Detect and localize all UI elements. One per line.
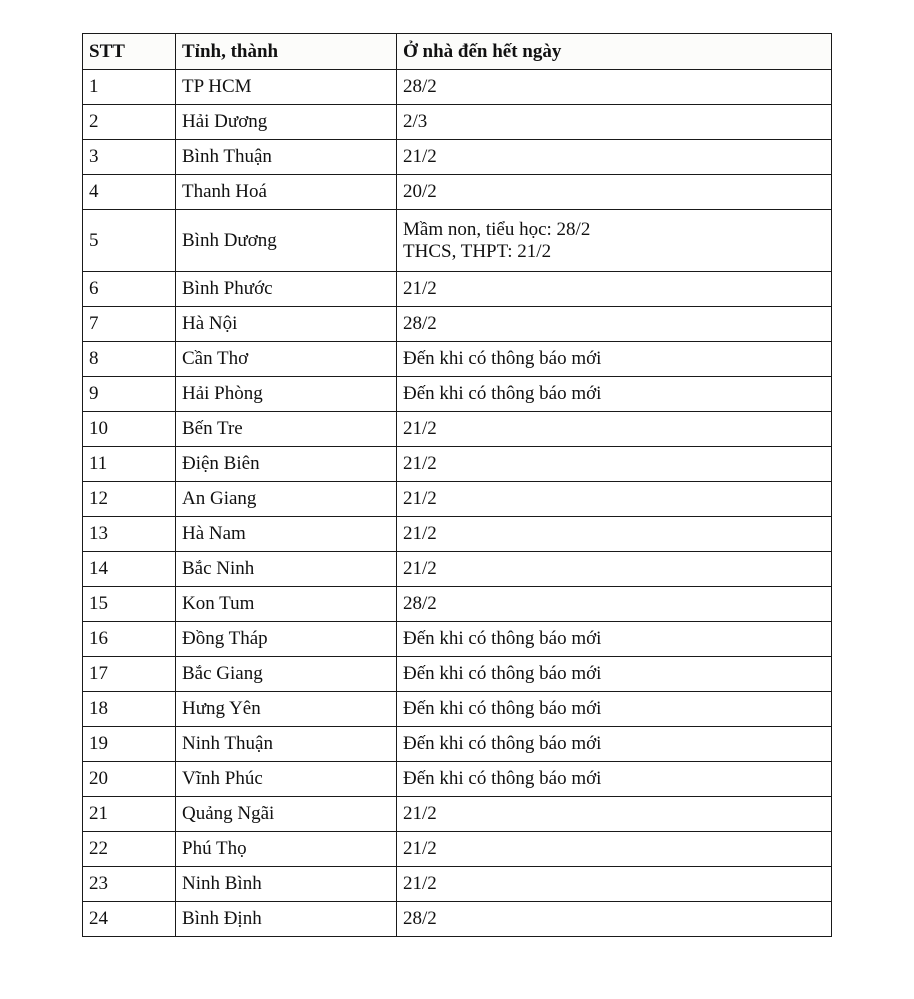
cell-stt: 18 [83, 692, 176, 727]
cell-stt: 20 [83, 762, 176, 797]
cell-province: Hưng Yên [176, 692, 397, 727]
table-row [83, 867, 832, 902]
table-row [83, 447, 832, 482]
table-row [83, 517, 832, 552]
table-row [83, 762, 832, 797]
table-row [83, 622, 832, 657]
header-stt: STT [83, 34, 176, 70]
cell-until [397, 482, 832, 517]
cell-until [397, 797, 832, 832]
cell-until [397, 70, 832, 105]
cell-province: Bình Phước [176, 272, 397, 307]
cell-province: Bắc Ninh [176, 552, 397, 587]
cell-province: Ninh Thuận [176, 727, 397, 762]
table-row [83, 412, 832, 447]
cell-stt: 7 [83, 307, 176, 342]
cell-until [397, 517, 832, 552]
cell-until-line: Đến khi có thông báo mới [403, 383, 602, 404]
cell-until [397, 832, 832, 867]
cell-until-line: 21/2 [403, 146, 437, 167]
table-header-row [83, 34, 832, 70]
cell-stt: 13 [83, 517, 176, 552]
cell-until-line: 21/2 [403, 488, 437, 509]
cell-until [397, 272, 832, 307]
table-row [83, 692, 832, 727]
cell-province: Hải Dương [176, 105, 397, 140]
cell-stt: 2 [83, 105, 176, 140]
cell-province: Bến Tre [176, 412, 397, 447]
table-row [83, 210, 832, 272]
cell-until-line: Đến khi có thông báo mới [403, 348, 602, 369]
cell-stt: 10 [83, 412, 176, 447]
cell-stt: 4 [83, 175, 176, 210]
cell-until-line: 21/2 [403, 873, 437, 894]
table-row [83, 342, 832, 377]
cell-stt: 14 [83, 552, 176, 587]
cell-until [397, 622, 832, 657]
cell-until-line: 21/2 [403, 418, 437, 439]
cell-until [397, 902, 832, 937]
cell-province: An Giang [176, 482, 397, 517]
cell-until-line: 28/2 [403, 313, 437, 334]
school-closure-table [82, 33, 832, 937]
cell-province: Điện Biên [176, 447, 397, 482]
cell-until [397, 342, 832, 377]
cell-until-line: Mầm non, tiểu học: 28/2 [403, 218, 591, 240]
table-row [83, 175, 832, 210]
cell-until [397, 105, 832, 140]
table-row [83, 587, 832, 622]
cell-stt: 24 [83, 902, 176, 937]
cell-until-line: Đến khi có thông báo mới [403, 768, 602, 789]
table-row [83, 832, 832, 867]
cell-stt: 17 [83, 657, 176, 692]
cell-until-line: Đến khi có thông báo mới [403, 628, 602, 649]
cell-until-line: 21/2 [403, 838, 437, 859]
table-row [83, 272, 832, 307]
table-row [83, 105, 832, 140]
cell-until [397, 377, 832, 412]
cell-province: Bắc Giang [176, 657, 397, 692]
cell-stt: 6 [83, 272, 176, 307]
cell-until-line: 28/2 [403, 593, 437, 614]
cell-province: TP HCM [176, 70, 397, 105]
header-until: Ở nhà đến hết ngày [397, 34, 832, 70]
cell-until-line: 21/2 [403, 523, 437, 544]
cell-until [397, 175, 832, 210]
cell-province: Hà Nội [176, 307, 397, 342]
cell-province: Hải Phòng [176, 377, 397, 412]
cell-until [397, 657, 832, 692]
cell-stt: 21 [83, 797, 176, 832]
table-row [83, 377, 832, 412]
cell-stt: 19 [83, 727, 176, 762]
cell-until [397, 867, 832, 902]
table-row [83, 552, 832, 587]
cell-until-line: Đến khi có thông báo mới [403, 663, 602, 684]
cell-stt: 22 [83, 832, 176, 867]
cell-until [397, 552, 832, 587]
cell-province: Bình Dương [176, 210, 397, 272]
table-row [83, 70, 832, 105]
cell-stt: 12 [83, 482, 176, 517]
cell-province: Hà Nam [176, 517, 397, 552]
cell-stt: 15 [83, 587, 176, 622]
cell-until-line: 20/2 [403, 181, 437, 202]
cell-province: Quảng Ngãi [176, 797, 397, 832]
cell-until-line: 21/2 [403, 278, 437, 299]
cell-stt: 8 [83, 342, 176, 377]
cell-until-line: 28/2 [403, 76, 437, 97]
cell-province: Cần Thơ [176, 342, 397, 377]
table-row [83, 307, 832, 342]
cell-province: Phú Thọ [176, 832, 397, 867]
cell-stt: 9 [83, 377, 176, 412]
cell-province: Bình Định [176, 902, 397, 937]
cell-until-line: 21/2 [403, 453, 437, 474]
cell-stt: 3 [83, 140, 176, 175]
cell-province: Kon Tum [176, 587, 397, 622]
cell-until-line: 21/2 [403, 558, 437, 579]
cell-until-line: THCS, THPT: 21/2 [403, 240, 552, 262]
cell-until [397, 210, 832, 272]
header-province: Tỉnh, thành [176, 34, 397, 70]
cell-stt: 23 [83, 867, 176, 902]
cell-stt: 1 [83, 70, 176, 105]
table-row [83, 482, 832, 517]
cell-until [397, 587, 832, 622]
cell-province: Thanh Hoá [176, 175, 397, 210]
table-body [83, 70, 832, 937]
cell-until-line: Đến khi có thông báo mới [403, 733, 602, 754]
cell-stt: 16 [83, 622, 176, 657]
table-row [83, 140, 832, 175]
table-row [83, 657, 832, 692]
cell-stt: 5 [83, 210, 176, 272]
cell-until [397, 307, 832, 342]
cell-province: Ninh Bình [176, 867, 397, 902]
cell-until-line: 2/3 [403, 111, 428, 132]
table-row [83, 797, 832, 832]
cell-until [397, 140, 832, 175]
cell-until-line: Đến khi có thông báo mới [403, 698, 602, 719]
cell-until [397, 447, 832, 482]
cell-province: Bình Thuận [176, 140, 397, 175]
table-row [83, 902, 832, 937]
cell-province: Đồng Tháp [176, 622, 397, 657]
cell-until-line: 28/2 [403, 908, 437, 929]
cell-until [397, 762, 832, 797]
cell-until-line: 21/2 [403, 803, 437, 824]
cell-until [397, 727, 832, 762]
cell-until [397, 412, 832, 447]
table-row [83, 727, 832, 762]
cell-until [397, 692, 832, 727]
cell-province: Vĩnh Phúc [176, 762, 397, 797]
cell-stt: 11 [83, 447, 176, 482]
